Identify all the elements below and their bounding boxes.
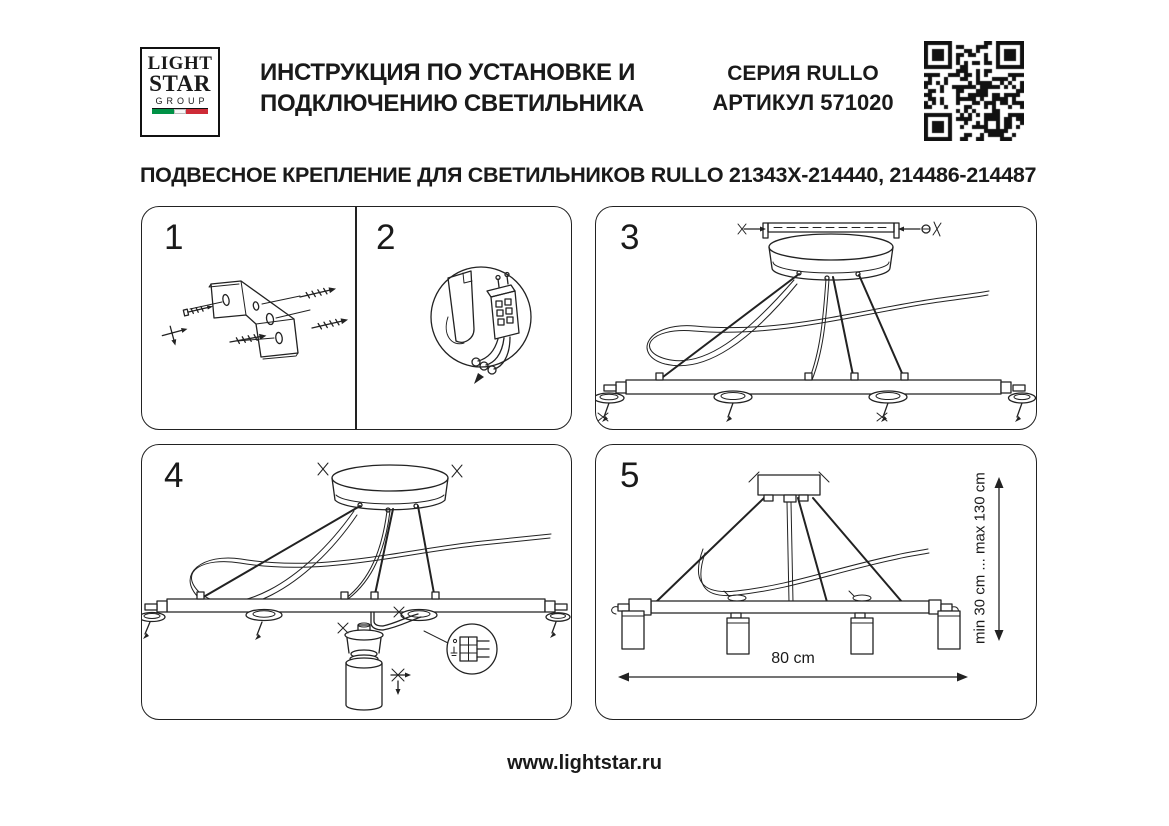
height-dimension-arrow <box>995 477 1004 641</box>
step-number-1: 1 <box>164 218 184 257</box>
lamp-mount-discs <box>596 391 1036 422</box>
diagram-shade-mounting <box>142 445 571 719</box>
panel-step-3 <box>595 206 1037 430</box>
width-dimension-label: 80 cm <box>771 650 815 667</box>
step-number-3: 3 <box>620 218 640 257</box>
width-dimension-arrow <box>618 673 968 682</box>
article-label: АРТИКУЛ 571020 <box>712 90 894 115</box>
ceiling-box <box>749 472 829 502</box>
page-title <box>260 57 680 119</box>
logo-word-group: GROUP <box>155 96 209 106</box>
qr-code-icon <box>924 41 1024 141</box>
wall-anchor <box>299 286 336 300</box>
terminal-connection-drawing <box>431 267 531 384</box>
product-info <box>697 59 909 117</box>
panel-step-1-2 <box>141 206 572 430</box>
page-title-line1: ИНСТРУКЦИЯ ПО УСТАНОВКЕ И <box>260 59 636 86</box>
page-title-line2: ПОДКЛЮЧЕНИЮ СВЕТИЛЬНИКА <box>260 90 644 117</box>
screw-direction-icon <box>391 669 411 695</box>
wall-anchor <box>311 317 348 331</box>
panel-step-4 <box>141 444 572 720</box>
lightstar-logo <box>140 47 220 137</box>
logo-word-light: LIGHT <box>147 53 213 74</box>
flag-white-segment <box>174 109 185 114</box>
diagram-bracket-and-wiring <box>142 207 571 429</box>
logo-word-star: STAR <box>149 71 211 96</box>
height-dimension-label: min 30 cm ... max 130 cm <box>971 472 989 644</box>
lamp-shade-assembly <box>338 612 421 710</box>
panel-step-5 <box>595 444 1037 720</box>
mounting-bracket-drawing <box>161 281 349 359</box>
canopy <box>769 234 893 280</box>
series-label: СЕРИЯ RULLO <box>727 62 879 85</box>
terminal-detail-callout <box>424 624 497 674</box>
step-number-2: 2 <box>376 218 396 257</box>
canopy <box>318 463 462 512</box>
flag-green-segment <box>152 109 174 114</box>
diagram-hanging-assembly <box>596 207 1036 429</box>
wall-anchor <box>229 333 266 345</box>
step-number-4: 4 <box>164 456 184 495</box>
screw-direction-icon <box>161 322 191 348</box>
italian-flag-bar <box>152 108 208 114</box>
subtitle: ПОДВЕСНОЕ КРЕПЛЕНИЕ ДЛЯ СВЕТИЛЬНИКОВ RULLO 21343X-214440, 214486-214487 <box>140 163 1037 187</box>
cylinder-shades <box>622 611 960 654</box>
flag-red-segment <box>186 109 208 114</box>
horizontal-bar <box>604 373 1025 394</box>
website-url: www.lightstar.ru <box>507 752 662 774</box>
step-number-5: 5 <box>620 456 640 495</box>
